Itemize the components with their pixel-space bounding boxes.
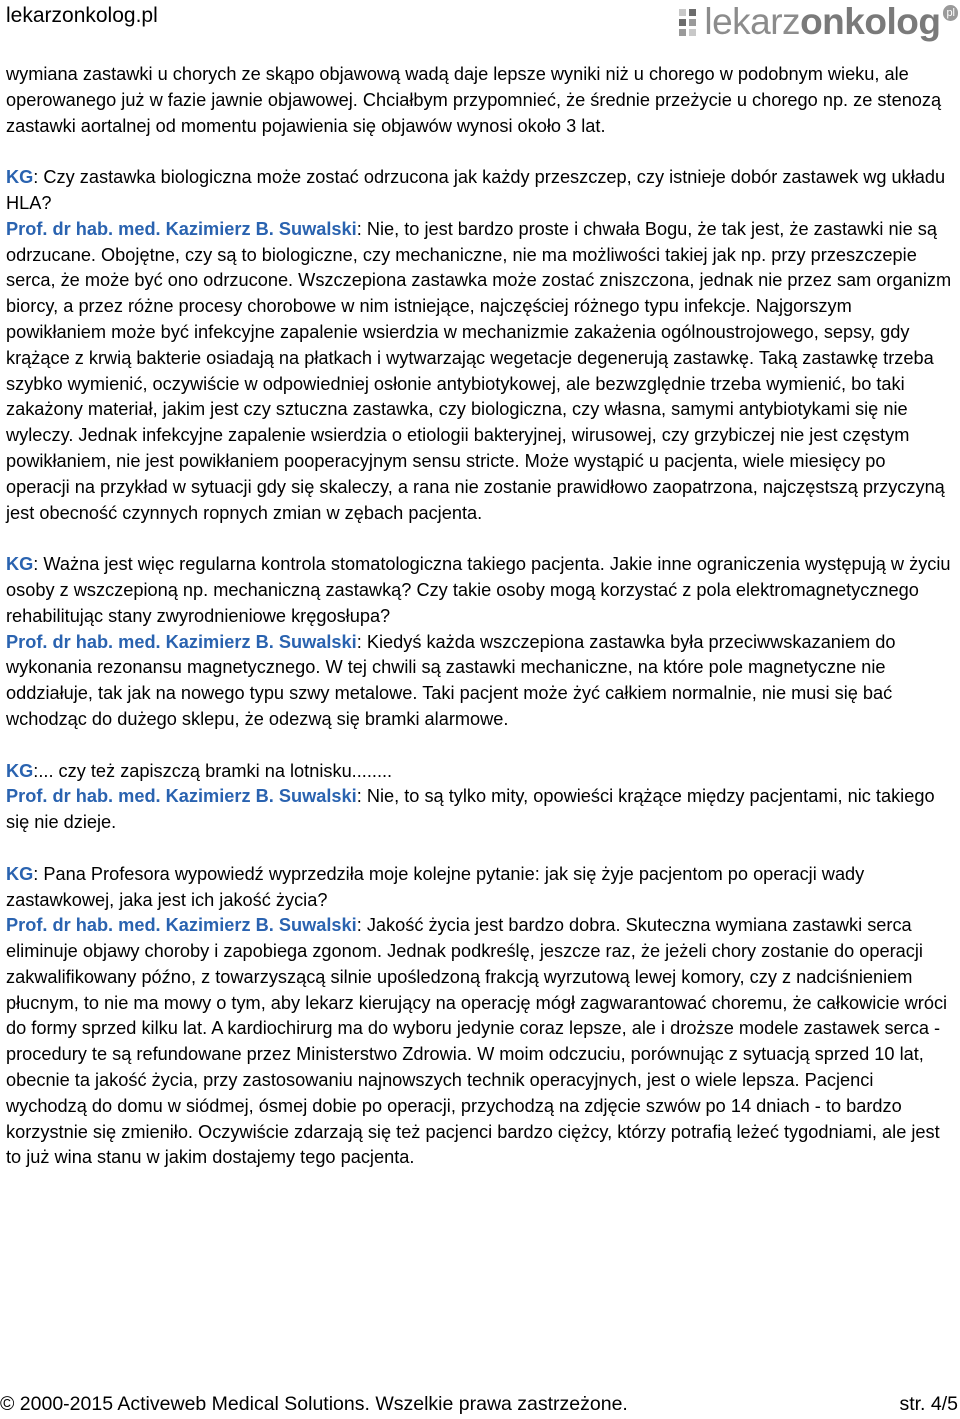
question-answer [6,552,952,733]
speaker-prof: Prof. dr hab. med. Kazimierz B. Suwalski [6,631,357,652]
question-answer [6,759,952,836]
interview-content [6,62,952,1197]
logo-dots-icon [679,9,696,36]
speaker-kg: KG [6,554,34,575]
logo-wordmark: lekarzonkolog [704,1,941,42]
question-answer [6,165,952,526]
site-logo [679,0,958,44]
page-footer [0,1393,960,1419]
question-answer [6,862,952,1172]
speaker-prof: Prof. dr hab. med. Kazimierz B. Suwalski [6,786,357,807]
logo-badge: pl [943,5,958,21]
page-header [0,0,960,44]
copyright-text: © 2000-2015 Activeweb Medical Solutions. Wszelkie prawa zastrzeżone. [0,1393,628,1415]
question-text: : Pana Profesora wypowiedź wyprzedziła moje kolejne pytanie: jak się żyje pacjentom po operacji wady zastawkowej, jaka jest ich jakość życia? [6,863,865,910]
paragraph: wymiana zastawki u chorych ze skąpo objawową wadą daje lepsze wyniki niż u chorego w podobnym wieku, ale operowanego już w fazie jawnie objawowej. Chciałbym przypomnieć, że średnie przeżycie u chorego np. ze stenozą zastawki aortalnej od momentu pojawienia się objawów wynosi około 3 lat. [6,64,942,136]
answer-text: : Jakość życia jest bardzo dobra. Skuteczna wymiana zastawki serca eliminuje objawy choroby i zapobiega zgonom. Jednak podkreślę, jeszcze raz, że jeżeli chory zostanie do operacji zakwalifikowany późno, z towarzyszącą silnie upośledzoną frakcją wyrzutową lewej komory, czy z nadciśnieniem płucnym, to nie ma mowy o tym, aby lekarz kierujący na operację mógł zagwarantować choremu, że całkowicie wróci do formy sprzed kilku lat. A kardiochirurg ma do wyboru jedynie coraz lepsze, ale i droższe modele zastawek serca - procedury te są refundowane przez Ministerstwo Zdrowia. W moim odczuciu, porównując z sytuacją sprzed 10 lat, obecnie ta jakość życia, przy zastosowaniu najnowszych technik operacyjnych, jest o wiele lepsza. Pacjenci wychodzą do domu w siódmej, ósmej dobie po operacji, przychodzą na zdjęcie szwów po 14 dniach - to bardzo korzystnie się zmieniło. Oczywiście zdarzają się też pacjenci bardzo ciężcy, którzy potrafią leżeć tygodniami, ale jest to już wina stanu w jakim dostajemy tego pacjenta. [6,915,948,1168]
answer-text: : Nie, to są tylko mity, opowieści krążące między pacjentami, nic takiego się nie dzieje. [6,786,935,833]
speaker-prof: Prof. dr hab. med. Kazimierz B. Suwalski [6,915,357,936]
answer-text: : Nie, to jest bardzo proste i chwała Bogu, że tak jest, że zastawki nie są odrzucane. Obojętne, czy są to biologiczne, czy mechaniczne, nie ma możliwości takiej jak np. przy przeszczepie serca, że może być ono odrzucone. Wszczepiona zastawka może zostać zniszczona, jednak nie przez sam organizm biorcy, a przez różne procesy chorobowe w nim istniejące, najczęściej różnego typu infekcje. Najgorszym powikłaniem może być infekcyjne zapalenie wsierdzia w mechanizmie zakażenia ogólnoustrojowego, sepsy, gdy krążące z krwią bakterie osiadają na płatkach i wytwarzając wegetacje degenerują zastawkę. Taką zastawkę trzeba szybko wymienić, oczywiście w odpowiedniej osłonie antybiotykowej, ale bezwzględnie trzeba wymienić, bo taki zakażony materiał, jakim jest czy sztuczna zastawka, czy biologiczna, czy własna, samymi antybiotykami się nie wyleczy. Jednak infekcyjne zapalenie wsierdzia o etiologii bakteryjnej, wirusowej, czy grzybiczej nie jest częstym powikłaniem, nie jest powikłaniem pooperacyjnym sensu stricte. Może wystąpić u pacjenta, wiele miesięcy po operacji na przykład w sytuacji gdy się skaleczy, a rana nie zostanie prawidłowo zaopatrzona, najczęstszą przyczyną jest obecność czynnych ropnych zmian w zębach pacjenta. [6,218,952,523]
answer-text: : Kiedyś każda wszczepiona zastawka była przeciwwskazaniem do wykonania rezonansu magnetycznego. W tej chwili są zastawki mechaniczne, na które pole magnetyczne nie oddziałuje, tak jak na nowego typu szwy metalowe. Taki pacjent może żyć całkiem normalnie, nie musi się bać wchodząc do dużego sklepu, że odezwą się bramki alarmowe. [6,631,896,729]
site-name: lekarzonkolog.pl [6,4,158,27]
question-text: : Czy zastawka biologiczna może zostać odrzucona jak każdy przeszczep, czy istnieje dobór zastawek wg układu HLA? [6,167,946,213]
speaker-kg: KG [6,863,34,884]
speaker-kg: KG [6,167,34,188]
question-text: :... czy też zapiszczą bramki na lotnisku........ [33,760,393,781]
question-text: : Ważna jest więc regularna kontrola stomatologiczna takiego pacjenta. Jakie inne ograniczenia występują w życiu osoby z wszczepioną np. mechaniczną zastawką? Czy takie osoby mogą korzystać z pola elektromagnetycznego rehabilitując stany zwyrodnieniowe kręgosłupa? [6,554,951,626]
page-number: str. 4/5 [899,1393,958,1415]
speaker-kg: KG [6,760,34,781]
speaker-prof: Prof. dr hab. med. Kazimierz B. Suwalski [6,218,357,239]
